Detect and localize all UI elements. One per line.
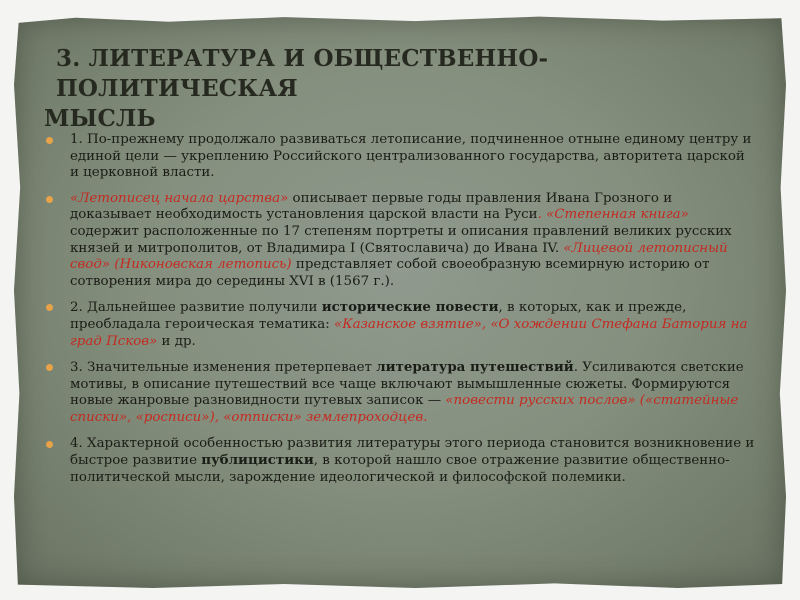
bullet-icon <box>46 137 53 144</box>
bullet-list <box>42 132 757 495</box>
highlight-text: «Лицевой летописный свод» (Никоновская летопись) <box>70 240 728 273</box>
list-item <box>42 191 757 291</box>
list-item <box>42 359 757 426</box>
item-text: 2. Дальнейшее развитие получили <box>70 300 322 316</box>
item-text: , в которых, как и прежде, преобладала героическая тематика: <box>70 300 687 332</box>
item-text: содержит расположенные по 17 степеням портреты и описания правлений великих русских князей и митрополитов, от Владимира I (Святославича) до Ивана IV. <box>70 223 732 256</box>
list-item <box>42 436 757 487</box>
item-text: , в которой нашло свое отражение развитие общественно-политической мысли, зарождение идеологической и философской полемики. <box>70 453 730 485</box>
bold-term: публицистики <box>201 452 314 469</box>
highlight-text: «Казанское взятие», «О хождении Стефана Батория на град Псков» <box>70 316 748 349</box>
bullet-icon <box>46 441 53 448</box>
title-line-1: 3. ЛИТЕРАТУРА И ОБЩЕСТВЕННО-ПОЛИТИЧЕСКАЯ <box>56 45 549 102</box>
item-text: описывает первые годы правления Ивана Грозного и доказывает необходимость установления царской власти на Руси <box>70 190 673 223</box>
highlight-text: «повести русских послов» («статейные списки», «росписи»), «отписки» землепроходцев. <box>70 393 739 425</box>
list-item <box>42 299 757 350</box>
bullet-icon <box>46 364 53 371</box>
list-item <box>42 132 757 182</box>
title-line-2: МЫСЛЬ <box>44 105 156 132</box>
item-text: и др. <box>157 333 196 349</box>
slide-title <box>44 44 744 134</box>
bold-term: исторические повести <box>321 299 499 316</box>
highlight-text: «Летописец начала царства» <box>70 190 289 206</box>
item-text: 1. По-прежнему продолжало развиваться летописание, подчиненное отныне единому центру и единой цели — укреплению Российского централизованного государства, авторитета царской и церковной власти. <box>70 132 752 181</box>
highlight-text: . «Степенная книга» <box>537 207 689 223</box>
bullet-icon <box>46 196 53 203</box>
item-text: представляет собой своеобразную всемирную историю от сотворения мира до середины XVI в (1567 г.). <box>70 257 710 289</box>
bold-term: литература путешествий <box>376 359 574 376</box>
bullet-icon <box>46 304 53 311</box>
item-text: . Усиливаются светские мотивы, в описание путешествий все чаще включают вымышленные сюжеты. Формируются новые жанровые разновидности путевых записок — <box>70 360 744 409</box>
item-text: 3. Значительные изменения претерпевает <box>70 360 377 376</box>
item-text: 4. Характерной особенностью развития литературы этого периода становится возникновение и быстрое развитие <box>70 435 755 469</box>
